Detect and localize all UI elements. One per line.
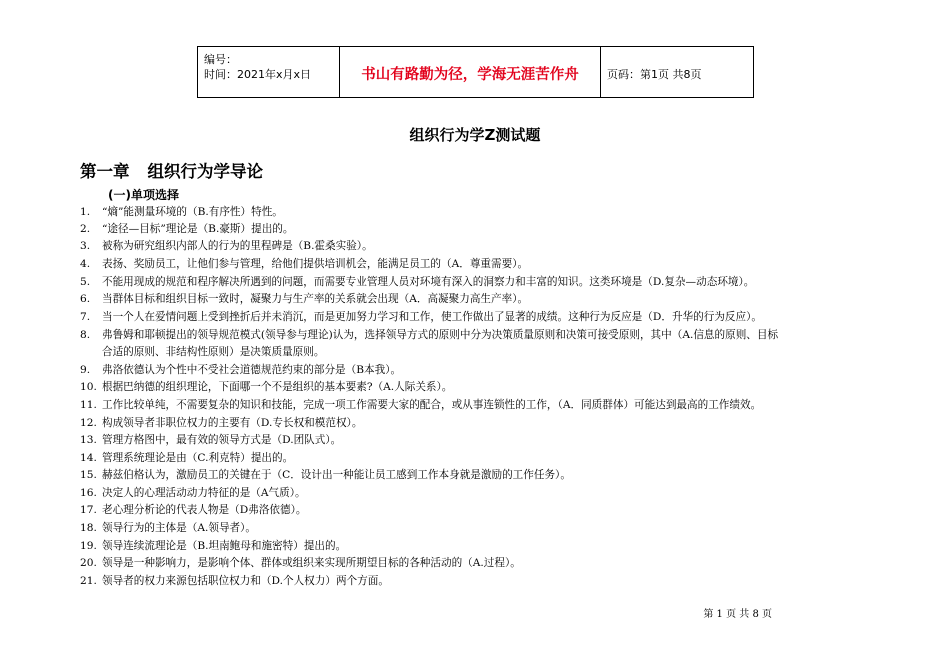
header-table [197,46,754,98]
question-number: 5. [80,276,91,288]
question-number: 21. [80,575,97,587]
question-number: 15. [80,469,97,481]
question-text-continued: 合适的原则、非结构性原则）是决策质量原则。 [102,346,325,358]
question-text: 弗洛依德认为个性中不受社会道德规范约束的部分是（B本我）。 [102,364,402,376]
question-text: 领导者的权力来源包括职位权力和（D.个人权力）两个方面。 [102,575,389,587]
question-number: 12. [80,417,97,429]
question-text: 当群体目标和组织目标一致时，凝聚力与生产率的关系就会出现（A．高凝聚力高生产率）。 [102,293,529,305]
question-item [80,573,389,590]
question-number: 20. [80,557,97,569]
question-number: 19. [80,540,97,552]
question-item [80,415,362,432]
question-text: 决定人的心理活动动力特征的是（A气质）。 [102,487,306,499]
question-text: 表扬、奖励员工，让他们参与管理，给他们提供培训机会，能满足员工的（A．尊重需要）。 [102,258,529,270]
question-number: 4. [80,258,91,270]
question-item [80,379,452,396]
question-text: 领导行为的主体是（A.领导者）。 [102,522,257,534]
question-number: 8. [80,329,91,341]
header-info-cell [198,47,340,97]
question-number: 7. [80,311,91,323]
question-text: 赫兹伯格认为，激励员工的关键在于（C．设计出一种能让员工感到工作本身就是激励的工作任务）。 [102,469,571,481]
question-number: 16. [80,487,97,499]
question-text: 弗鲁姆和耶顿提出的领导规范模式(领导参与理论)认为，选择领导方式的原则中分为决策质量原则和决策可接受原则，其中（A.信息的原则、目标 [102,329,779,341]
question-item [80,238,373,255]
question-text: 管理系统理论是由（C.利克特）提出的。 [102,452,294,464]
question-text: “途径—目标”理论是（B.豪斯）提出的。 [102,223,294,235]
chapter-title: 组织行为学导论 [147,162,263,181]
question-item [80,362,401,379]
chapter-number: 第一章 [80,162,130,181]
question-item [80,538,346,555]
section-heading: (一)单项选择 [108,188,179,202]
question-item [80,485,306,502]
question-item [80,291,528,308]
question-text: 构成领导者非职位权力的主要有（D.专长权和模范权）。 [102,417,363,429]
question-item [80,397,761,414]
page-footer: 第 1 页 共 8 页 [703,609,772,620]
question-item [80,221,293,238]
question-number: 9. [80,364,91,376]
question-text: 领导是一种影响力，是影响个体、群体或组织来实现所期望目标的各种活动的（A.过程）。 [102,557,521,569]
question-item [80,520,256,537]
question-number: 2. [80,223,91,235]
question-item [80,502,306,519]
question-text: 工作比较单纯，不需要复杂的知识和技能，完成一项工作需要大家的配合，或从事连锁性的工作，（A．同质群体）可能达到最高的工作绩效。 [102,399,762,411]
question-item [80,256,528,273]
question-text: “熵”能测量环境的（B.有序性）特性。 [102,206,283,218]
question-number: 14. [80,452,97,464]
question-item [80,432,341,449]
question-item [80,555,521,572]
question-number: 10. [80,381,97,393]
question-text: 不能用现成的规范和程序解决所遇到的问题，而需要专业管理人员对环境有深入的洞察力和丰富的知识。这类环境是（D.复杂—动态环境）。 [102,276,755,288]
question-text: 管理方格图中，最有效的领导方式是（D.团队式）。 [102,434,342,446]
question-item [80,274,754,291]
question-text: 根据巴纳德的组织理论，下面哪一个不是组织的基本要素?（A.人际关系）。 [102,381,453,393]
question-item [80,204,283,221]
question-item [80,467,571,484]
question-number: 6. [80,293,91,305]
question-number: 1. [80,206,91,218]
question-text: 领导连续流理论是（B.坦南鲍母和施密特）提出的。 [102,540,347,552]
question-number: 18. [80,522,97,534]
page-label: 页码：第1页 共8页 [607,68,702,81]
doc-title: 组织行为学Z测试题 [409,126,541,144]
question-number: 3. [80,240,91,252]
id-label: 编号： [204,53,237,66]
question-item [80,450,293,467]
question-number: 11. [80,399,97,411]
header-page-cell [601,47,753,97]
question-item [80,309,762,326]
chapter-heading [80,158,263,182]
question-text: 老心理分析论的代表人物是（D弗洛依德）。 [102,504,307,516]
header-motto-cell [340,47,601,97]
question-text: 被称为研究组织内部人的行为的里程碑是（B.霍桑实验）。 [102,240,373,252]
question-number: 17. [80,504,97,516]
question-number: 13. [80,434,97,446]
question-text: 当一个人在爱情问题上受到挫折后并未消沉，而是更加努力学习和工作，使工作做出了显著的成绩。这种行为反应是（D．升华的行为反应）。 [102,311,763,323]
question-item [80,327,779,358]
time-label: 时间：2021年x月x日 [204,68,312,81]
motto: 书山有路勤为径，学海无涯苦作舟 [361,67,579,83]
